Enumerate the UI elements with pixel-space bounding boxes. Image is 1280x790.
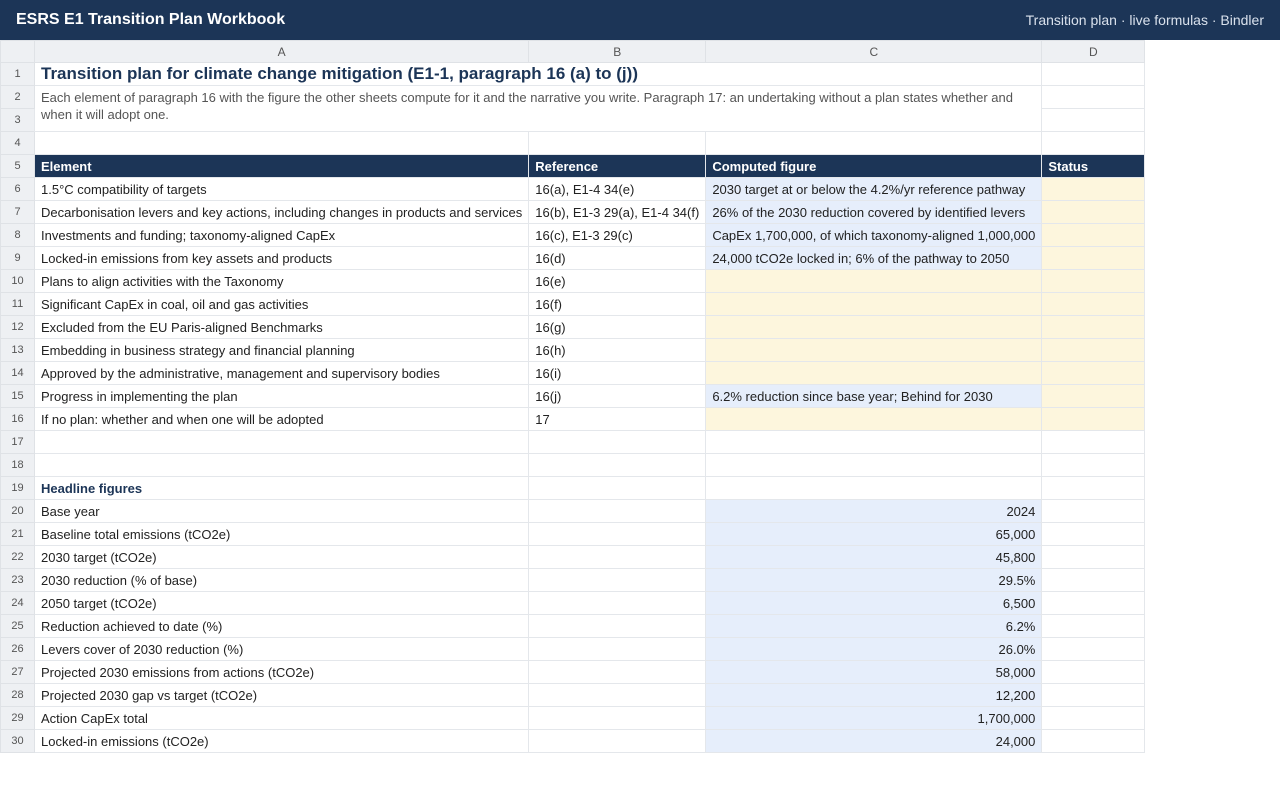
cell[interactable] xyxy=(706,132,1042,155)
select-all-corner[interactable] xyxy=(1,41,35,63)
sheet-title-cell[interactable]: Transition plan for climate change mitigation (E1-1, paragraph 16 (a) to (j)) xyxy=(35,63,1042,86)
row-number[interactable]: 26 xyxy=(1,638,35,661)
row-number[interactable]: 25 xyxy=(1,615,35,638)
sheet-table xyxy=(0,40,1145,753)
row-number[interactable]: 17 xyxy=(1,431,35,454)
status-cell[interactable] xyxy=(1042,201,1145,224)
computed-figure-cell[interactable] xyxy=(706,270,1042,293)
table-row xyxy=(1,684,1145,707)
cell[interactable] xyxy=(1042,615,1145,638)
headline-value-cell[interactable]: 1,700,000 xyxy=(706,707,1042,730)
cell[interactable] xyxy=(529,523,706,546)
headline-label-cell[interactable]: Base year xyxy=(35,500,529,523)
row-number[interactable]: 22 xyxy=(1,546,35,569)
status-cell[interactable] xyxy=(1042,408,1145,431)
headline-value-cell[interactable]: 6,500 xyxy=(706,592,1042,615)
status-cell[interactable] xyxy=(1042,270,1145,293)
cell[interactable] xyxy=(706,477,1042,500)
row-number[interactable]: 16 xyxy=(1,408,35,431)
table-row xyxy=(1,730,1145,753)
computed-figure-cell[interactable]: 26% of the 2030 reduction covered by identified levers xyxy=(706,201,1042,224)
table-row xyxy=(1,339,1145,362)
headline-value-cell[interactable]: 65,000 xyxy=(706,523,1042,546)
app-meta: Transition plan · live formulas · Bindler xyxy=(1025,12,1264,28)
cell[interactable] xyxy=(35,132,529,155)
reference-cell[interactable]: 16(g) xyxy=(529,316,706,339)
row-number[interactable]: 29 xyxy=(1,707,35,730)
reference-cell[interactable]: 16(d) xyxy=(529,247,706,270)
row-number[interactable]: 3 xyxy=(1,109,35,132)
computed-figure-cell[interactable]: 24,000 tCO2e locked in; 6% of the pathway to 2050 xyxy=(706,247,1042,270)
row-number[interactable]: 9 xyxy=(1,247,35,270)
table-row xyxy=(1,661,1145,684)
element-cell[interactable]: Plans to align activities with the Taxonomy xyxy=(35,270,529,293)
row-number[interactable]: 11 xyxy=(1,293,35,316)
description-cell[interactable]: Each element of paragraph 16 with the figure the other sheets compute for it and the narrative you write. Paragraph 17: an undertaking without a plan states whether and when it will adopt one. xyxy=(35,86,1042,132)
headline-label-cell[interactable]: Locked-in emissions (tCO2e) xyxy=(35,730,529,753)
computed-figure-cell[interactable] xyxy=(706,316,1042,339)
cell[interactable] xyxy=(529,132,706,155)
sheet-row xyxy=(1,86,1145,109)
cell[interactable] xyxy=(1042,684,1145,707)
table-row xyxy=(1,523,1145,546)
reference-cell[interactable]: 16(i) xyxy=(529,362,706,385)
cell[interactable] xyxy=(529,431,706,454)
sheet-row xyxy=(1,454,1145,477)
headline-value-cell[interactable]: 58,000 xyxy=(706,661,1042,684)
element-cell[interactable]: Locked-in emissions from key assets and products xyxy=(35,247,529,270)
headline-label-cell[interactable]: Projected 2030 emissions from actions (tCO2e) xyxy=(35,661,529,684)
status-cell[interactable] xyxy=(1042,316,1145,339)
sheet-row xyxy=(1,477,1145,500)
cell[interactable] xyxy=(35,454,529,477)
table-row xyxy=(1,500,1145,523)
row-number[interactable]: 18 xyxy=(1,454,35,477)
row-number[interactable]: 2 xyxy=(1,86,35,109)
cell[interactable] xyxy=(1042,523,1145,546)
cell[interactable] xyxy=(529,661,706,684)
cell[interactable] xyxy=(1042,431,1145,454)
row-number[interactable]: 20 xyxy=(1,500,35,523)
element-cell[interactable]: Embedding in business strategy and financial planning xyxy=(35,339,529,362)
sheet-row xyxy=(1,431,1145,454)
cell[interactable] xyxy=(529,569,706,592)
row-number[interactable]: 7 xyxy=(1,201,35,224)
element-cell[interactable]: Excluded from the EU Paris-aligned Benchmarks xyxy=(35,316,529,339)
row-number[interactable]: 13 xyxy=(1,339,35,362)
headline-label-cell[interactable]: Projected 2030 gap vs target (tCO2e) xyxy=(35,684,529,707)
header-computed-figure[interactable]: Computed figure xyxy=(706,155,1042,178)
headline-label-cell[interactable]: Baseline total emissions (tCO2e) xyxy=(35,523,529,546)
headline-label-cell[interactable]: 2030 reduction (% of base) xyxy=(35,569,529,592)
headline-value-cell[interactable]: 6.2% xyxy=(706,615,1042,638)
cell[interactable] xyxy=(706,454,1042,477)
cell[interactable] xyxy=(1042,707,1145,730)
cell[interactable] xyxy=(35,431,529,454)
reference-cell[interactable]: 16(c), E1-3 29(c) xyxy=(529,224,706,247)
cell[interactable] xyxy=(1042,477,1145,500)
element-cell[interactable]: 1.5°C compatibility of targets xyxy=(35,178,529,201)
cell[interactable] xyxy=(1042,454,1145,477)
reference-cell[interactable]: 16(h) xyxy=(529,339,706,362)
headline-figures-table xyxy=(1,500,1145,753)
cell[interactable] xyxy=(529,592,706,615)
headline-label-cell[interactable]: Levers cover of 2030 reduction (%) xyxy=(35,638,529,661)
row-number[interactable]: 12 xyxy=(1,316,35,339)
reference-cell[interactable]: 16(a), E1-4 34(e) xyxy=(529,178,706,201)
table-row xyxy=(1,178,1145,201)
column-header-b[interactable]: B xyxy=(529,41,706,63)
status-cell[interactable] xyxy=(1042,293,1145,316)
cell[interactable] xyxy=(1042,500,1145,523)
app-title: ESRS E1 Transition Plan Workbook xyxy=(16,11,286,28)
reference-cell[interactable]: 16(j) xyxy=(529,385,706,408)
cell[interactable] xyxy=(1042,546,1145,569)
cell[interactable] xyxy=(529,477,706,500)
headline-value-cell[interactable]: 2024 xyxy=(706,500,1042,523)
reference-cell[interactable]: 17 xyxy=(529,408,706,431)
headline-value-cell[interactable]: 45,800 xyxy=(706,546,1042,569)
column-header-row xyxy=(1,41,1145,63)
row-number[interactable]: 15 xyxy=(1,385,35,408)
row-number[interactable]: 5 xyxy=(1,155,35,178)
row-number[interactable]: 14 xyxy=(1,362,35,385)
cell[interactable] xyxy=(529,730,706,753)
cell[interactable] xyxy=(1042,638,1145,661)
row-number[interactable]: 28 xyxy=(1,684,35,707)
status-cell[interactable] xyxy=(1042,362,1145,385)
status-cell[interactable] xyxy=(1042,178,1145,201)
table-row xyxy=(1,546,1145,569)
headline-value-cell[interactable]: 29.5% xyxy=(706,569,1042,592)
table-row xyxy=(1,638,1145,661)
row-number[interactable]: 19 xyxy=(1,477,35,500)
table-row xyxy=(1,569,1145,592)
header-element[interactable]: Element xyxy=(35,155,529,178)
cell[interactable] xyxy=(1042,132,1145,155)
cell[interactable] xyxy=(1042,569,1145,592)
status-cell[interactable] xyxy=(1042,339,1145,362)
spreadsheet-grid xyxy=(0,40,1145,753)
status-cell[interactable] xyxy=(1042,247,1145,270)
table-row xyxy=(1,247,1145,270)
table-row xyxy=(1,615,1145,638)
table-header-row xyxy=(1,155,1145,178)
status-cell[interactable] xyxy=(1042,385,1145,408)
reference-cell[interactable]: 16(f) xyxy=(529,293,706,316)
app-header xyxy=(0,0,1280,40)
cell[interactable] xyxy=(1042,592,1145,615)
headline-label-cell[interactable]: Action CapEx total xyxy=(35,707,529,730)
cell[interactable] xyxy=(1042,86,1145,109)
table-row xyxy=(1,385,1145,408)
row-number[interactable]: 4 xyxy=(1,132,35,155)
element-cell[interactable]: If no plan: whether and when one will be adopted xyxy=(35,408,529,431)
row-number[interactable]: 24 xyxy=(1,592,35,615)
headline-label-cell[interactable]: Reduction achieved to date (%) xyxy=(35,615,529,638)
row-number[interactable]: 10 xyxy=(1,270,35,293)
row-number[interactable]: 1 xyxy=(1,63,35,86)
cell[interactable] xyxy=(1042,63,1145,86)
element-cell[interactable]: Approved by the administrative, management and supervisory bodies xyxy=(35,362,529,385)
computed-figure-cell[interactable]: 6.2% reduction since base year; Behind for 2030 xyxy=(706,385,1042,408)
cell[interactable] xyxy=(529,707,706,730)
sheet-row xyxy=(1,132,1145,155)
computed-figure-cell[interactable]: 2030 target at or below the 4.2%/yr reference pathway xyxy=(706,178,1042,201)
sheet-row xyxy=(1,63,1145,86)
row-number[interactable]: 6 xyxy=(1,178,35,201)
row-number[interactable]: 27 xyxy=(1,661,35,684)
headline-value-cell[interactable]: 12,200 xyxy=(706,684,1042,707)
cell[interactable] xyxy=(529,615,706,638)
computed-figure-cell[interactable] xyxy=(706,408,1042,431)
header-status[interactable]: Status xyxy=(1042,155,1145,178)
status-cell[interactable] xyxy=(1042,224,1145,247)
headline-value-cell[interactable]: 26.0% xyxy=(706,638,1042,661)
row-number[interactable]: 30 xyxy=(1,730,35,753)
row-number[interactable]: 21 xyxy=(1,523,35,546)
element-cell[interactable]: Decarbonisation levers and key actions, including changes in products and services xyxy=(35,201,529,224)
cell[interactable] xyxy=(1042,730,1145,753)
table-row xyxy=(1,362,1145,385)
column-header-c[interactable]: C xyxy=(706,41,1042,63)
reference-cell[interactable]: 16(e) xyxy=(529,270,706,293)
table-row xyxy=(1,201,1145,224)
cell[interactable] xyxy=(1042,661,1145,684)
table-row xyxy=(1,224,1145,247)
column-header-a[interactable]: A xyxy=(35,41,529,63)
element-cell[interactable]: Progress in implementing the plan xyxy=(35,385,529,408)
headline-section-title[interactable]: Headline figures xyxy=(35,477,529,500)
cell[interactable] xyxy=(706,431,1042,454)
row-number[interactable]: 23 xyxy=(1,569,35,592)
element-cell[interactable]: Investments and funding; taxonomy-aligned CapEx xyxy=(35,224,529,247)
headline-label-cell[interactable]: 2030 target (tCO2e) xyxy=(35,546,529,569)
table-row xyxy=(1,592,1145,615)
cell[interactable] xyxy=(529,638,706,661)
cell[interactable] xyxy=(529,454,706,477)
computed-figure-cell[interactable] xyxy=(706,362,1042,385)
computed-figure-cell[interactable] xyxy=(706,293,1042,316)
computed-figure-cell[interactable] xyxy=(706,339,1042,362)
cell[interactable] xyxy=(529,500,706,523)
table-row xyxy=(1,270,1145,293)
table-row xyxy=(1,408,1145,431)
header-reference[interactable]: Reference xyxy=(529,155,706,178)
column-header-d[interactable]: D xyxy=(1042,41,1145,63)
table-row xyxy=(1,316,1145,339)
headline-value-cell[interactable]: 24,000 xyxy=(706,730,1042,753)
cell[interactable] xyxy=(1042,109,1145,132)
cell[interactable] xyxy=(529,684,706,707)
elements-table xyxy=(1,178,1145,431)
table-row xyxy=(1,707,1145,730)
headline-label-cell[interactable]: 2050 target (tCO2e) xyxy=(35,592,529,615)
reference-cell[interactable]: 16(b), E1-3 29(a), E1-4 34(f) xyxy=(529,201,706,224)
table-row xyxy=(1,293,1145,316)
element-cell[interactable]: Significant CapEx in coal, oil and gas activities xyxy=(35,293,529,316)
row-number[interactable]: 8 xyxy=(1,224,35,247)
computed-figure-cell[interactable]: CapEx 1,700,000, of which taxonomy-aligned 1,000,000 xyxy=(706,224,1042,247)
cell[interactable] xyxy=(529,546,706,569)
